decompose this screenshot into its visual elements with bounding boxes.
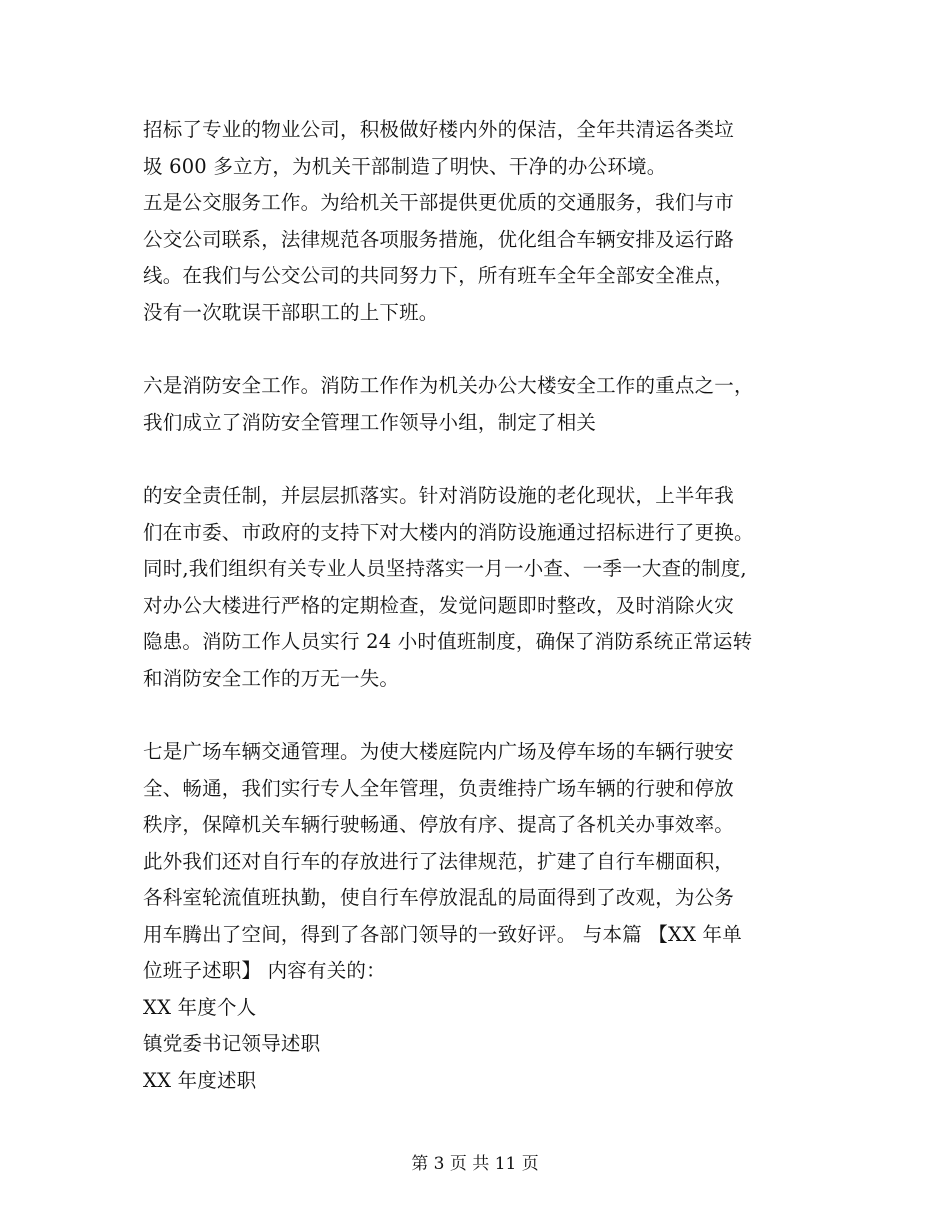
- related-item: XX 年度述职: [143, 1068, 257, 1092]
- document-body: [143, 112, 823, 1099]
- text-line: 秩序，保障机关车辆行驶畅通、停放有序、提高了各机关办事效率。: [143, 813, 735, 836]
- text-line: 同时,我们组织有关专业人员坚持落实一月一小查、一季一大查的制度,: [143, 557, 747, 580]
- page-number-footer: 第 3 页 共 11 页: [411, 1154, 539, 1174]
- text-line: 用车腾出了空间，得到了各部门领导的一致好评。 与本篇 【XX 年单: [143, 922, 742, 946]
- text-line: 我们成立了消防安全管理工作领导小组，制定了相关: [143, 410, 597, 434]
- paragraph-3: [143, 478, 823, 697]
- text-line: 隐患。消防工作人员实行 24 小时值班制度，确保了消防系统正常运转: [143, 630, 753, 653]
- paragraph-4: [143, 734, 823, 1099]
- text-line: 和消防安全工作的万无一失。: [143, 666, 400, 690]
- text-line: 此外我们还对自行车的存放进行了法律规范，扩建了自行车棚面积，: [143, 849, 735, 873]
- text-line: 位班子述职】 内容有关的：: [143, 959, 386, 982]
- text-line: 五是公交服务工作。为给机关干部提供更优质的交通服务，我们与市: [143, 191, 735, 214]
- text-line: 圾 600 多立方，为机关干部制造了明快、干净的办公环境。: [143, 154, 667, 178]
- paragraph-gap: [143, 331, 823, 368]
- text-line: 没有一次耽误干部职工的上下班。: [143, 300, 439, 324]
- paragraph-gap: [143, 697, 823, 734]
- related-item: XX 年度个人: [143, 995, 257, 1019]
- text-line: 七是广场车辆交通管理。为使大楼庭院内广场及停车场的车辆行驶安: [143, 740, 735, 763]
- text-line: 公交公司联系，法律规范各项服务措施，优化组合车辆安排及运行路: [143, 227, 735, 251]
- text-line: 全、畅通，我们实行专人全年管理，负责维持广场车辆的行驶和停放: [143, 776, 735, 800]
- text-line: 的安全责任制，并层层抓落实。针对消防设施的老化现状，上半年我: [143, 484, 735, 507]
- text-line: 各科室轮流值班执勤，使自行车停放混乱的局面得到了改观，为公务: [143, 886, 735, 909]
- paragraph-2: [143, 368, 823, 441]
- text-line: 招标了专业的物业公司，积极做好楼内外的保洁，全年共清运各类垃: [143, 118, 735, 141]
- paragraph-gap: [143, 441, 823, 478]
- related-item: 镇党委书记领导述职: [143, 1032, 321, 1055]
- text-line: 六是消防安全工作。消防工作作为机关办公大楼安全工作的重点之一，: [143, 374, 754, 397]
- text-line: 们在市委、市政府的支持下对大楼内的消防设施通过招标进行了更换。: [143, 520, 754, 544]
- paragraph-1: [143, 112, 823, 331]
- text-line: 对办公大楼进行严格的定期检查，发觉问题即时整改，及时消除火灾: [143, 593, 735, 617]
- text-line: 线。在我们与公交公司的共同努力下，所有班车全年全部安全准点，: [143, 264, 735, 287]
